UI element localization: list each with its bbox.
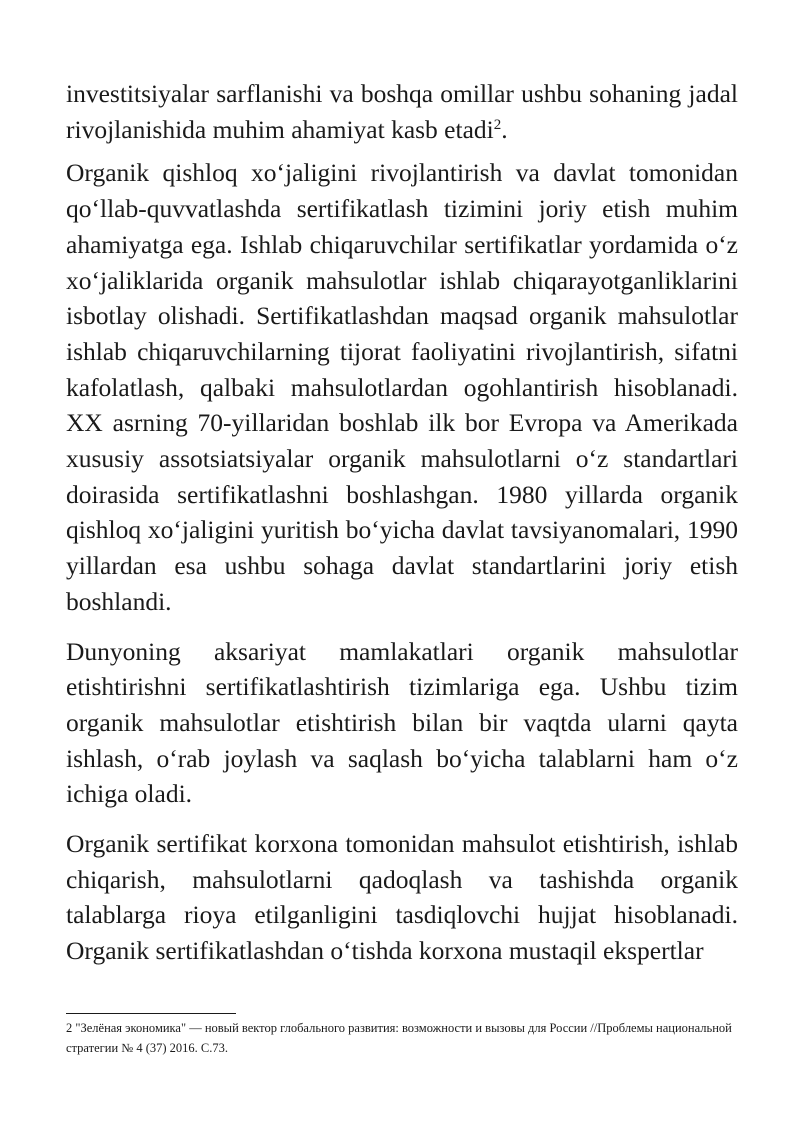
paragraph-1-text: investitsiyalar sarflanishi va boshqa omillar ushbu sohaning jadal rivojlanishida muhim ahamiyat kasb etadi <box>66 79 738 144</box>
footnote-number: 2 <box>66 1021 73 1035</box>
paragraph-1-trailing: . <box>501 114 508 144</box>
body-text <box>66 76 738 969</box>
footnote <box>66 1019 738 1058</box>
paragraph-2: Organik qishloq xo‘jaligini rivojlantirish va davlat tomonidan qo‘llab-quvvatlashda sertifikatlash tizimini joriy etish muhim ahamiyatga ega. Ishlab chiqaruvchilar sertifikatlar yordamida o‘z xo‘jaliklarida organik mahsulotlar ishlab chiqarayotganliklarini isbotlay olishadi. Sertifikatlashdan maqsad organik mahsulotlar ishlab chiqaruvchilarning tijorat faoliyatini rivojlantirish, sifatni kafolatlash, qalbaki mahsulotlardan ogohlantirish hisoblanadi. XX asrning 70-yillaridan boshlab ilk bor Evropa va Amerikada xususiy assotsiatsiyalar organik mahsulotlarni o‘z standartlari doirasida sertifikatlashni boshlashgan. 1980 yillarda organik qishloq xo‘jaligini yuritish bo‘yicha davlat tavsiyanomalari, 1990 yillardan esa ushbu sohaga davlat standartlarini joriy etish boshlandi. <box>66 158 738 616</box>
paragraph-1 <box>66 76 738 147</box>
paragraph-3: Dunyoning aksariyat mamlakatlari organik mahsulotlar etishtirishni sertifikatlashtirish tizimlariga ega. Ushbu tizim organik mahsulotlar etishtirish bilan bir vaqtda ularni qayta ishlash, o‘rab joylash va saqlash bo‘yicha talablarni ham o‘z ichiga oladi. <box>66 636 738 809</box>
footnote-text: "Зелёная экономика" — новый вектор глобального развития: возможности и вызовы для России //Проблемы национальной стратегии № 4 (37) 2016. С.73. <box>66 1021 732 1055</box>
footnote-reference[interactable]: 2 <box>493 116 502 133</box>
footnote-separator <box>66 1013 236 1014</box>
paragraph-4: Organik sertifikat korxona tomonidan mahsulot etishtirish, ishlab chiqarish, mahsulotlarni qadoqlash va tashishda organik talablarga rioya etilganligini tasdiqlovchi hujjat hisoblanadi. Organik sertifikatlashdan o‘tishda korxona mustaqil ekspertlar <box>66 829 738 966</box>
